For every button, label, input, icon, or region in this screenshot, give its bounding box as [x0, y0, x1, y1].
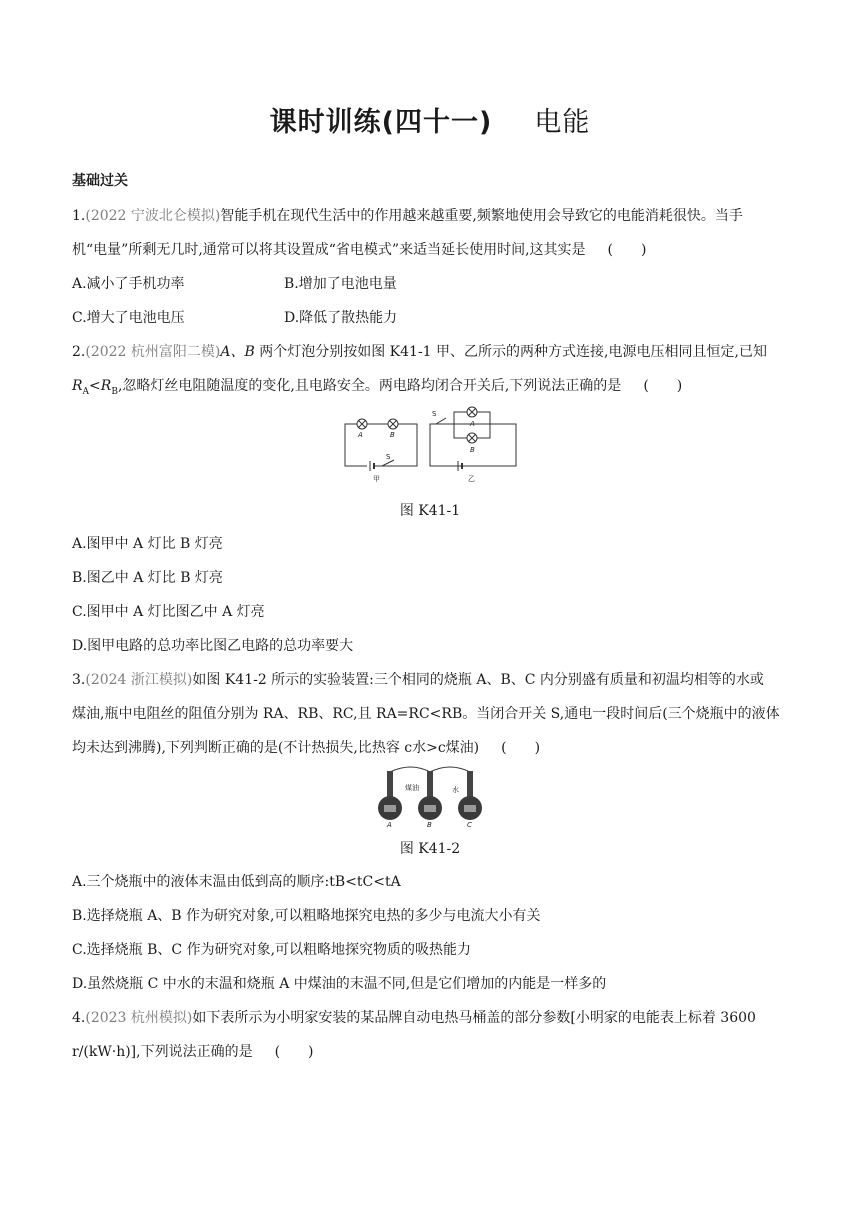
page-title: [0, 100, 860, 139]
wire-arc-2: [430, 767, 470, 772]
q2-option-d: D.图甲电路的总功率比图乙电路的总功率要大: [72, 638, 354, 654]
q1-option-b: B.增加了电池电量: [284, 276, 397, 292]
q2-number: 2.: [72, 344, 86, 360]
q1-option-c: C.增大了电池电压: [72, 310, 185, 326]
label-b-yi: B: [470, 446, 475, 454]
label-flask-a: A: [387, 821, 392, 828]
circuit-figure-k41-1: [340, 404, 520, 484]
flask-b-neck: [427, 771, 433, 797]
q1-text1: 智能手机在现代生活中的作用越来越重要,频繁地使用会导致它的电能消耗很快。当手: [220, 208, 743, 224]
circuit-jia-wire: [345, 424, 417, 466]
q2-option-a: A.图甲中 A 灯比 B 灯亮: [72, 536, 223, 552]
label-b-jia: B: [390, 431, 395, 439]
q4-answer-blank: ( ): [274, 1044, 314, 1060]
heater-c: [464, 805, 476, 812]
q3-line3: [72, 738, 540, 758]
q2-ra: R: [72, 378, 83, 394]
q3-text1: 如图 K41-2 所示的实验装置:三个相同的烧瓶 A、B、C 内分别盛有质量和初温均相等的水或: [192, 672, 764, 688]
label-s-yi: S: [432, 410, 437, 418]
q1-line1: [72, 206, 743, 226]
q3-number: 3.: [72, 672, 86, 688]
label-jia: 甲: [373, 475, 380, 483]
q2-rb: R: [100, 378, 112, 394]
q3-option-d: D.虽然烧瓶 C 中水的末温和烧瓶 A 中煤油的末温不同,但是它们增加的内能是一样多的: [72, 976, 607, 992]
q2-lamps: A、B: [220, 344, 255, 360]
q1-number: 1.: [72, 208, 86, 224]
figure-caption-k41-1: 图 K41-1: [399, 503, 461, 519]
q1-source: (2022 宁波北仑模拟): [85, 208, 221, 224]
q4-line1: [72, 1008, 756, 1028]
q2-line1: [72, 342, 767, 362]
q2-option-c: C.图甲中 A 灯比图乙中 A 灯亮: [72, 604, 265, 620]
q4-text2: r/(kW·h)],下列说法正确的是: [72, 1044, 253, 1060]
q2-line2: [72, 376, 682, 402]
q2-source: (2022 杭州富阳二模): [85, 344, 221, 360]
q1-text2: 机“电量”所剩无几时,通常可以将其设置成“省电模式”来适当延长使用时间,这其实是: [72, 242, 586, 258]
figure-caption-k41-2: 图 K41-2: [399, 841, 461, 857]
q4-text1: 如下表所示为小明家安装的某品牌自动电热马桶盖的部分参数[小明家的电能表上标着 3600: [192, 1010, 756, 1026]
q3-source: (2024 浙江模拟): [85, 672, 193, 688]
label-coal-oil: 煤油: [405, 784, 419, 792]
q1-option-d: D.降低了散热能力: [284, 310, 398, 326]
q3-option-a: A.三个烧瓶中的液体末温由低到高的顺序:tB<tC<tA: [72, 874, 401, 890]
circuit-yi-wire: [430, 424, 516, 466]
q2-text2: ,忽略灯丝电阻随温度的变化,且电路安全。两电路均闭合开关后,下列说法正确的是: [117, 378, 622, 394]
heater-b: [424, 805, 436, 812]
section-heading: 基础过关: [72, 173, 128, 189]
flask-figure-k41-2: [378, 766, 482, 828]
q1-option-a: A.减小了手机功率: [72, 276, 185, 292]
title-sub: 电能: [534, 107, 591, 138]
heater-a: [384, 805, 396, 812]
q2-rb-sub: B: [111, 386, 118, 397]
label-a-yi: A: [470, 420, 475, 428]
label-flask-b: B: [427, 821, 432, 828]
q1-line2: [72, 240, 646, 260]
q3-answer-blank: ( ): [501, 740, 541, 756]
q3-option-c: C.选择烧瓶 B、C 作为研究对象,可以粗略地探究物质的吸热能力: [72, 942, 472, 958]
wire-arc-1: [390, 767, 430, 772]
q2-answer-blank: ( ): [643, 378, 683, 394]
q2-ra-sub: A: [82, 386, 90, 397]
label-water: 水: [452, 786, 459, 794]
q2-lt: <: [89, 378, 101, 394]
q4-line2: [72, 1042, 314, 1062]
flask-c-neck: [467, 771, 473, 797]
label-yi: 乙: [468, 475, 475, 483]
label-flask-c: C: [467, 821, 472, 828]
q3-line1: [72, 670, 764, 690]
label-a-jia: A: [358, 431, 363, 439]
q4-number: 4.: [72, 1010, 86, 1026]
switch-yi: [436, 418, 446, 424]
label-s-jia: S: [386, 453, 391, 461]
title-main: 课时训练(四十一): [269, 107, 493, 138]
q2-option-b: B.图乙中 A 灯比 B 灯亮: [72, 570, 223, 586]
q3-option-b: B.选择烧瓶 A、B 作为研究对象,可以粗略地探究电热的多少与电流大小有关: [72, 908, 541, 924]
q3-line2: 煤油,瓶中电阻丝的阻值分别为 RA、RB、RC,且 RA=RC<RB。当闭合开关 S,通电一段时间后(三个烧瓶中的液体: [72, 706, 780, 722]
flask-a-neck: [387, 771, 393, 797]
q1-answer-blank: ( ): [607, 242, 647, 258]
q2-text1: 两个灯泡分别按如图 K41-1 甲、乙所示的两种方式连接,电源电压相同且恒定,已知: [254, 344, 767, 360]
q3-text3: 均未达到沸腾),下列判断正确的是(不计热损失,比热容 c水>c煤油): [72, 740, 480, 756]
q4-source: (2023 杭州模拟): [85, 1010, 193, 1026]
